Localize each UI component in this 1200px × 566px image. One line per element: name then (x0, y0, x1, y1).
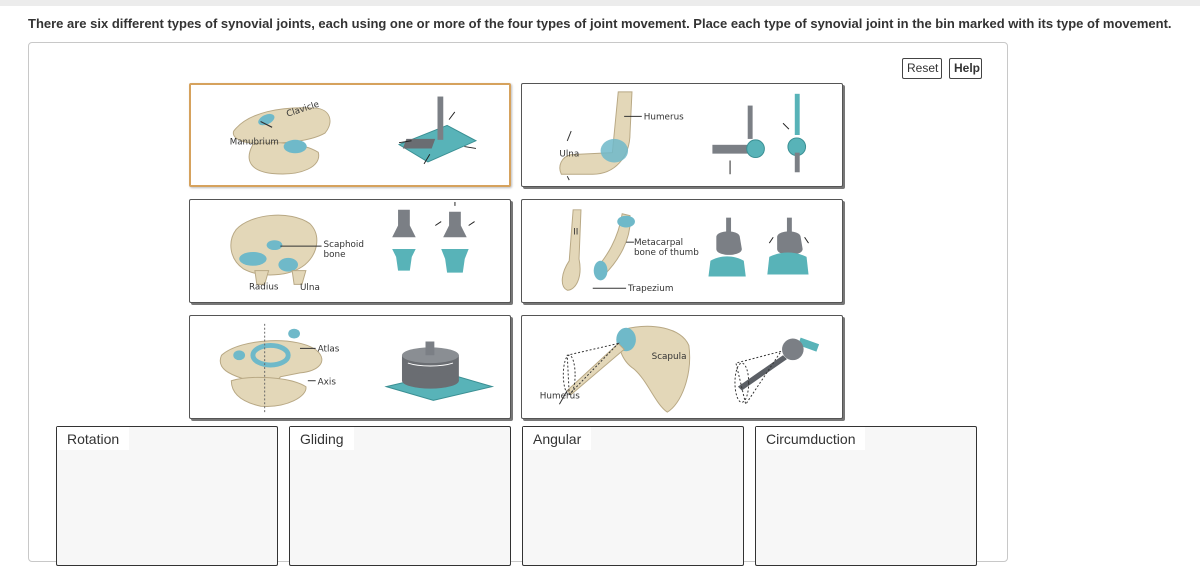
bin-angular-label: Angular (523, 427, 591, 450)
label-ulna: Ulna (559, 149, 580, 160)
label-humerus: Humerus (643, 112, 684, 123)
saddle-joint-illustration (522, 200, 842, 302)
label-humerus-shoulder: Humerus (539, 391, 580, 402)
card-pivot-joint[interactable] (189, 315, 511, 419)
reset-button[interactable]: Reset (902, 58, 942, 79)
label-manubrium: Manubrium (229, 137, 279, 148)
label-metacarpal: Metacarpal (633, 238, 684, 249)
label-bone: bone (323, 249, 346, 260)
bin-rotation-label: Rotation (57, 427, 129, 450)
bin-angular[interactable] (522, 426, 744, 566)
bin-circumduction-label: Circumduction (756, 427, 865, 450)
label-radius: Radius (248, 282, 279, 293)
bin-rotation[interactable] (56, 426, 278, 566)
bin-circumduction[interactable] (755, 426, 977, 566)
card-condylar-joint[interactable] (189, 199, 511, 303)
card-hinge-joint[interactable] (521, 83, 843, 187)
card-saddle-joint[interactable] (521, 199, 843, 303)
label-ii: II (573, 227, 579, 238)
label-scaphoid: Scaphoid (323, 240, 364, 251)
label-atlas: Atlas (317, 344, 340, 355)
plane-joint-illustration (191, 85, 509, 185)
bin-gliding[interactable] (289, 426, 511, 566)
pivot-joint-illustration (190, 316, 510, 418)
help-button[interactable]: Help (949, 58, 982, 79)
top-bar (0, 0, 1200, 6)
label-trapezium: Trapezium (628, 284, 674, 295)
bin-gliding-label: Gliding (290, 427, 354, 450)
ball-and-socket-illustration (522, 316, 842, 418)
card-plane-joint[interactable] (189, 83, 511, 187)
label-bone-of-thumb: bone of thumb (633, 247, 699, 258)
label-axis: Axis (317, 377, 336, 388)
label-clavicle: Clavicle (285, 99, 321, 120)
hinge-joint-illustration (522, 84, 842, 186)
label-ulna-wrist: Ulna (299, 283, 320, 294)
label-scapula: Scapula (651, 352, 687, 363)
condylar-joint-illustration (190, 200, 510, 302)
instructions-text: There are six different types of synovial joints, each using one or more of the four types of joint movement. Place each type of synovial joint in the bin marked with its type of movement. (28, 16, 1172, 31)
card-ball-and-socket-joint[interactable] (521, 315, 843, 419)
